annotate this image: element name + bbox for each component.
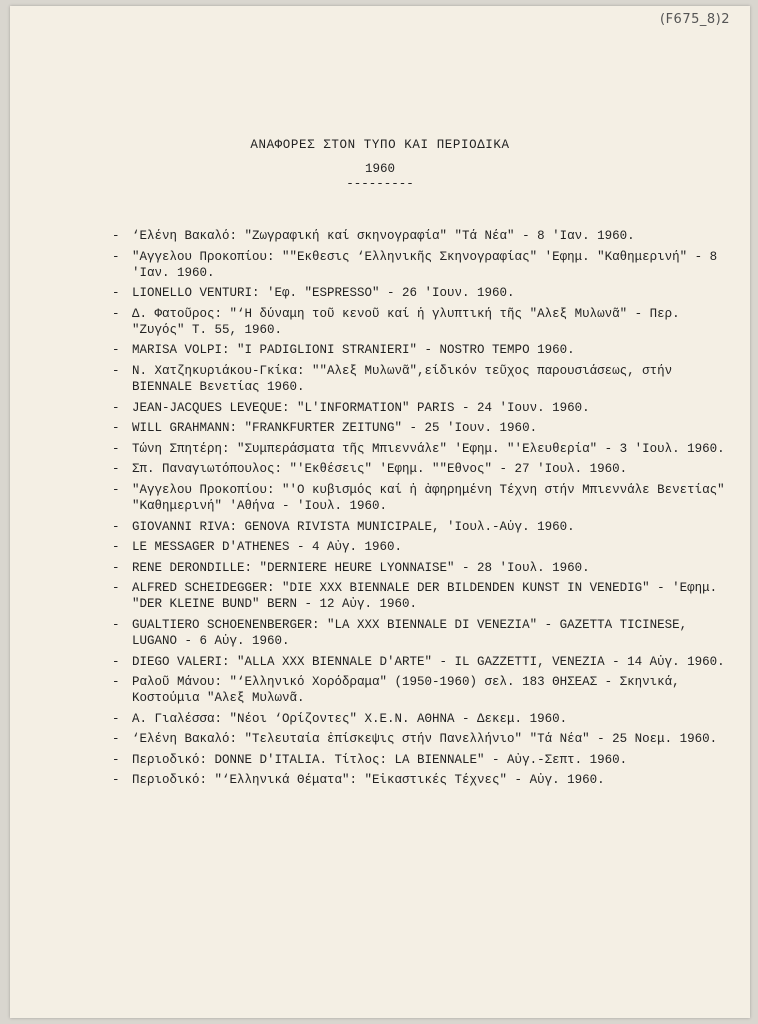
- list-bullet: -: [112, 581, 120, 596]
- entry-text: "Αγγελου Προκοπίου: "'Ο κυβισμός καί ἡ ἀφηρημένη Τέχνη στήν Μπιεννάλε Βενετίας" "Καθημερινή" 'Αθήνα - 'Ιουλ. 1960.: [132, 482, 725, 513]
- list-item: [112, 772, 738, 788]
- entry-text: MARISA VOLPI: "I PADIGLIONI STRANIERI" - NOSTRO TEMPO 1960.: [132, 343, 575, 358]
- list-bullet: -: [112, 400, 120, 415]
- list-item: [112, 580, 738, 612]
- list-item: [112, 249, 738, 281]
- entry-text: "Αγγελου Προκοπίου: ""Εκθεσις ‘Ελληνικῆς Σκηνογραφίας" 'Εφημ. "Καθημερινή" - 8 'Ιαν. 1960.: [132, 249, 718, 280]
- list-item: [112, 363, 738, 395]
- archive-reference: (F675_8)2: [660, 12, 730, 27]
- entry-text: Α. Γιαλέσσα: "Νέοι ‘Ορίζοντες" Χ.Ε.Ν. ΑΘΗΝΑ - Δεκεμ. 1960.: [132, 711, 568, 726]
- entry-text: LE MESSAGER D'ATHENES - 4 Αὐγ. 1960.: [132, 540, 403, 555]
- list-item: [112, 654, 738, 670]
- entry-text: Περιοδικό: "‘Ελληνικά Θέματα": "Εἰκαστικές Τέχνες" - Αὐγ. 1960.: [132, 773, 605, 788]
- list-bullet: -: [112, 421, 120, 436]
- list-item: [112, 420, 738, 436]
- list-bullet: -: [112, 249, 120, 264]
- list-bullet: -: [112, 441, 120, 456]
- entry-text: Τώνη Σπητέρη: "Συμπεράσματα τῆς Μπιεννάλε" 'Εφημ. "'Ελευθερία" - 3 'Ιουλ. 1960.: [132, 441, 725, 456]
- list-item: [112, 342, 738, 358]
- list-item: [112, 482, 738, 514]
- list-bullet: -: [112, 229, 120, 243]
- entry-text: Ν. Χατζηκυριάκου-Γκίκα: ""Αλεξ Μυλωνᾶ",είδικόν τεῦχος παρουσιάσεως, στήν BIENNALE Βενετίας 1960.: [132, 363, 673, 394]
- list-bullet: -: [112, 286, 120, 301]
- entry-text: Σπ. Παναγιωτόπουλος: "'Εκθέσεις" 'Εφημ. ""Εθνος" - 27 'Ιουλ. 1960.: [132, 462, 628, 477]
- entry-text: Ραλοῦ Μάνου: "‘Ελληνικό Χορόδραμα" (1950-1960) σελ. 183 ΘΗΣΕΑΣ - Σκηνικά, Κοστούμια "Αλεξ Μυλωνᾶ.: [132, 675, 680, 706]
- entry-text: LIONELLO VENTURI: 'Εφ. "ESPRESSO" - 26 'Ιουν. 1960.: [132, 286, 515, 301]
- list-bullet: -: [112, 617, 120, 632]
- list-bullet: -: [112, 732, 120, 747]
- list-item: [112, 306, 738, 338]
- entry-text: WILL GRAHMANN: "FRANKFURTER ZEITUNG" - 25 'Ιουν. 1960.: [132, 421, 538, 436]
- entry-text: GUALTIERO SCHOENENBERGER: "LA XXX BIENNALE DI VENEZIA" - GAZETTA TICINESE, LUGANO - 6 Αὐγ. 1960.: [132, 617, 688, 648]
- list-bullet: -: [112, 773, 120, 788]
- title-underline: ---------: [346, 177, 414, 191]
- entry-text: ‘Ελένη Βακαλό: "Τελευταία ἐπίσκεψις στήν Πανελλήνιο" "Τά Νέα" - 25 Νοεμ. 1960.: [132, 732, 718, 747]
- reference-list: [112, 228, 738, 793]
- entry-text: GIOVANNI RIVA: GENOVA RIVISTA MUNICIPALE, 'Ιουλ.-Αὐγ. 1960.: [132, 519, 575, 534]
- entry-text: RENE DERONDILLE: "DERNIERE HEURE LYONNAISE" - 28 'Ιουλ. 1960.: [132, 560, 590, 575]
- entry-text: Περιοδικό: DONNE D'ITALIA. Τίτλος: LA BIENNALE" - Αὐγ.-Σεπτ. 1960.: [132, 752, 628, 767]
- document-page: [10, 6, 750, 1018]
- list-bullet: -: [112, 675, 120, 690]
- list-item: [112, 400, 738, 416]
- list-item: [112, 461, 738, 477]
- entry-text: DIEGO VALERI: "ALLA XXX BIENNALE D'ARTE" - IL GAZZETTI, VENEZIA - 14 Αὐγ. 1960.: [132, 654, 725, 669]
- entry-text: Δ. Φατοῦρος: "‘Η δύναμη τοῦ κενοῦ καί ἡ γλυπτική τῆς "Αλεξ Μυλωνᾶ" - Περ. "Ζυγός" Τ. 55, 1960.: [132, 306, 680, 337]
- list-item: [112, 285, 738, 301]
- list-item: [112, 731, 738, 747]
- list-bullet: -: [112, 462, 120, 477]
- list-bullet: -: [112, 343, 120, 358]
- list-item: [112, 441, 738, 457]
- list-bullet: -: [112, 560, 120, 575]
- page-title: ΑΝΑΦΟΡΕΣ ΣΤΟΝ ΤΥΠΟ ΚΑΙ ΠΕΡΙΟΔΙΚΑ: [250, 138, 510, 152]
- list-item: [112, 539, 738, 555]
- list-bullet: -: [112, 540, 120, 555]
- list-item: [112, 519, 738, 535]
- list-item: [112, 560, 738, 576]
- list-bullet: -: [112, 519, 120, 534]
- list-item: [112, 752, 738, 768]
- list-item: [112, 617, 738, 649]
- list-item: [112, 228, 738, 244]
- list-bullet: -: [112, 752, 120, 767]
- entry-text: ‘Ελένη Βακαλό: "Ζωγραφική καί σκηνογραφία" "Τά Νέα" - 8 'Ιαν. 1960.: [132, 229, 635, 243]
- entry-text: ALFRED SCHEIDEGGER: "DIE XXX BIENNALE DER BILDENDEN KUNST IN VENEDIG" - 'Εφημ. "DER KLEINE BUND" BERN - 12 Αὐγ. 1960.: [132, 581, 718, 612]
- list-item: [112, 711, 738, 727]
- list-bullet: -: [112, 711, 120, 726]
- list-item: [112, 674, 738, 706]
- list-bullet: -: [112, 306, 120, 321]
- list-bullet: -: [112, 654, 120, 669]
- list-bullet: -: [112, 363, 120, 378]
- list-bullet: -: [112, 482, 120, 497]
- entry-text: JEAN-JACQUES LEVEQUE: "L'INFORMATION" PARIS - 24 'Ιουν. 1960.: [132, 400, 590, 415]
- page-year: 1960: [364, 162, 395, 176]
